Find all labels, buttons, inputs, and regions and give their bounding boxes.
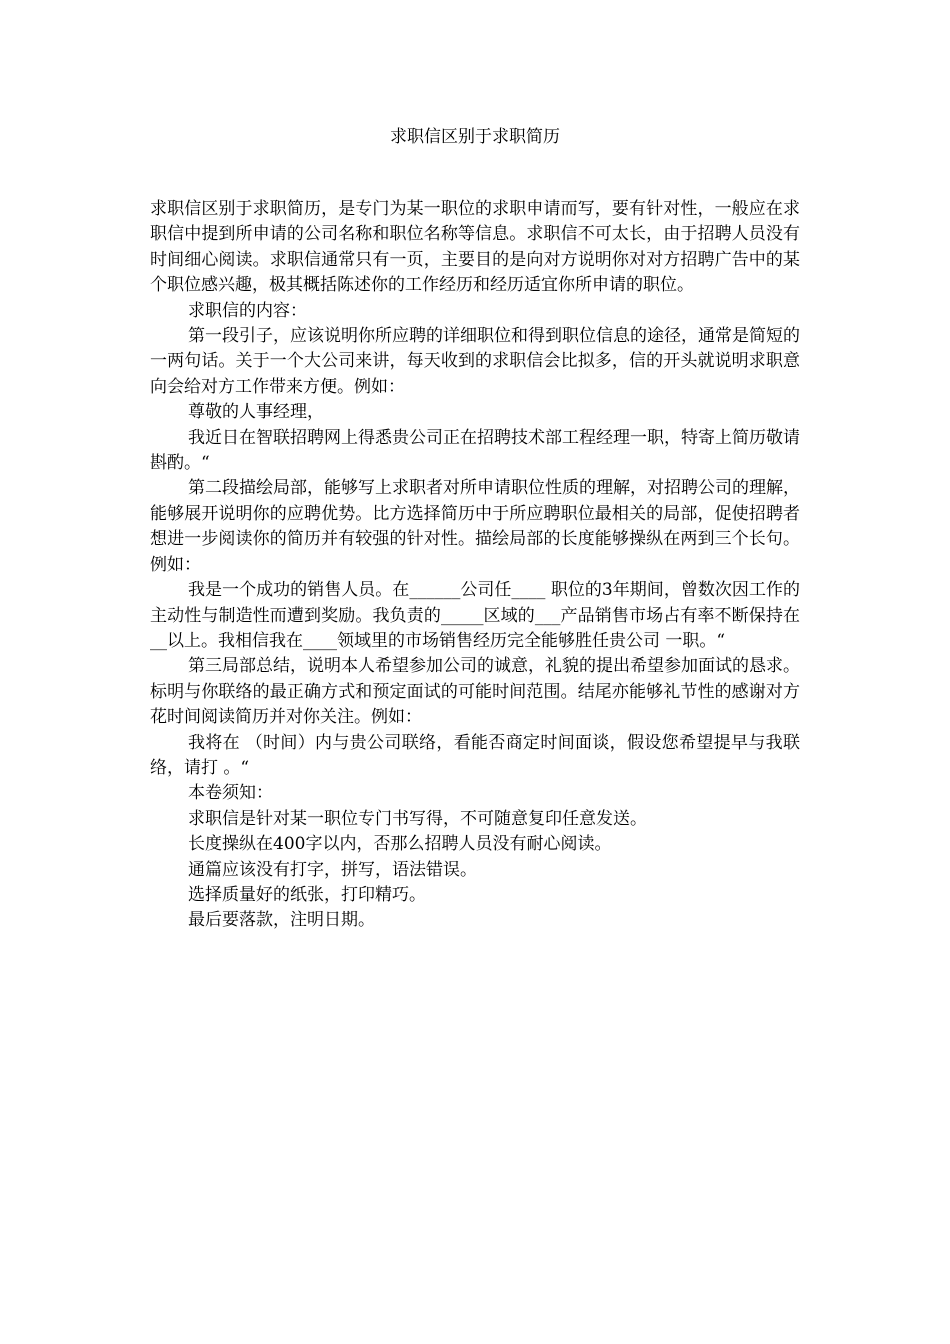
paragraph-first-section: 第一段引子，应该说明你所应聘的详细职位和得到职位信息的途径，通常是简短的一两句话。关于一个大公司来讲，每天收到的求职信会比拟多，信的开头就说明求职意向会给对方工作带来方便。例如： xyxy=(150,326,800,397)
paragraph-note-5: 最后要落款，注明日期。 xyxy=(188,910,375,931)
paragraph-note-1: 求职信是针对某一职位专门书写得，不可随意复印任意发送。 xyxy=(188,808,647,829)
paragraph-content-heading: 求职信的内容： xyxy=(188,300,307,321)
document-title: 求职信区别于求职简历 xyxy=(390,127,560,147)
paragraph-intro: 求职信区别于求职简历，是专门为某一职位的求职申请而写，要有针对性，一般应在求职信中提到所申请的公司名称和职位名称等信息。求职信不可太长，由于招聘人员没有时间细心阅读。求职信通常只有一页，主要目的是向对方说明你对对方招聘广告中的某个职位感兴趣，极其概括陈述你的工作经历和经历适宜你所申请的职位。 xyxy=(150,199,800,296)
paragraph-salutation: 尊敬的人事经理， xyxy=(188,402,324,423)
paragraph-third-section: 第三局部总结，说明本人希望参加公司的诚意，礼貌的提出希望参加面试的恳求。标明与你联络的最正确方式和预定面试的可能时间范围。结尾亦能够礼节性的感谢对方花时间阅读简历并对你关注。例如： xyxy=(150,656,800,728)
paragraph-note-3: 通篇应该没有打字，拼写，语法错误。 xyxy=(188,859,477,880)
paragraph-example-1: 我近日在智联招聘网上得悉贵公司正在招聘技术部工程经理一职，特寄上简历敬请斟酌。“ xyxy=(150,427,800,474)
paragraph-second-section: 第二段描绘局部，能够写上求职者对所申请职位性质的理解，对招聘公司的理解，能够展开说明你的应聘优势。比方选择简历中于所应聘职位最相关的局部，促使招聘者想进一步阅读你的简历并有较强的针对性。描绘局部的长度能够操纵在两到三个长句。例如： xyxy=(150,478,800,575)
paragraph-note-2: 长度操纵在400字以内，否那么招聘人员没有耐心阅读。 xyxy=(188,834,612,855)
document-body xyxy=(150,197,800,934)
paragraph-example-3: 我将在 （时间）内与贵公司联络，看能否商定时间面谈，假设您希望提早与我联络，请打 。“ xyxy=(150,732,800,778)
paragraph-example-2: 我是一个成功的销售人员。在______公司任____ 职位的3年期间，曾数次因工作的主动性与制造性而遭到奖励。我负责的_____区域的___产品销售市场占有率不断保持在__以上。我相信我在____领域里的市场销售经历完全能够胜任贵公司 一职。“ xyxy=(150,580,800,651)
paragraph-notes-heading: 本卷须知： xyxy=(188,783,273,804)
paragraph-note-4: 选择质量好的纸张，打印精巧。 xyxy=(188,884,426,905)
